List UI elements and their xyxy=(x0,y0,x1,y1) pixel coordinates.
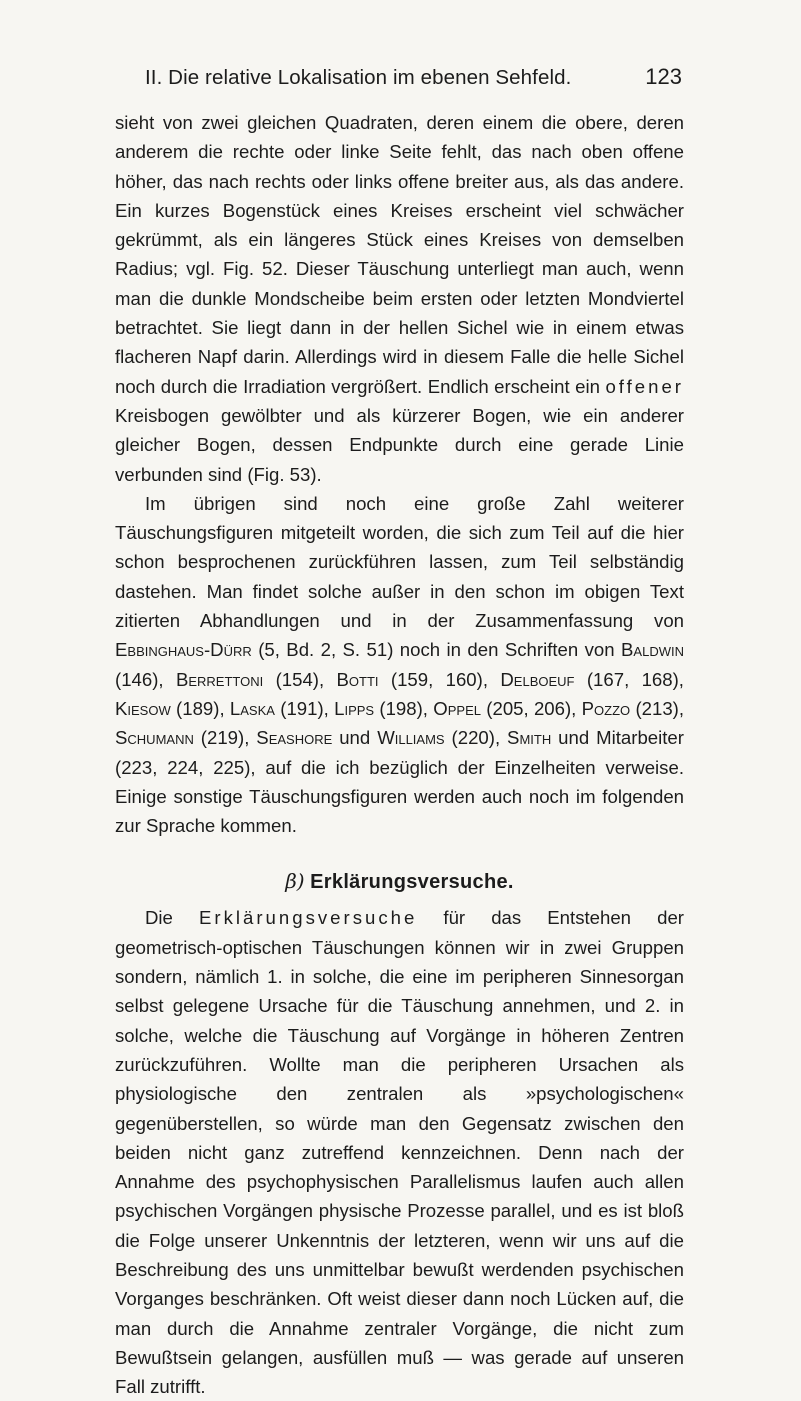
citation-number: (198), xyxy=(379,697,428,719)
author-name: Laska xyxy=(229,697,275,719)
citation-number: (167, 168), xyxy=(586,668,684,690)
author-name: Williams xyxy=(377,727,445,749)
p2-text: und xyxy=(339,727,371,749)
author-name: Schumann xyxy=(115,727,194,749)
author-name: Lipps xyxy=(334,697,375,719)
citation-number: (205, 206), xyxy=(486,697,577,719)
subheading-marker: β) xyxy=(285,869,305,894)
author-name: Smith xyxy=(507,727,552,749)
subheading-title: Erklärungsversuche. xyxy=(310,871,514,894)
paragraph-3 xyxy=(115,903,684,1401)
author-name: Ebbinghaus-Dürr xyxy=(115,639,252,661)
running-title: II. Die relative Lokalisation im ebenen Sehfeld. xyxy=(145,66,572,89)
section-subheading xyxy=(115,866,684,897)
spaced-word-erklaerungsversuche: Erklärungsversuche xyxy=(199,907,418,929)
author-name: Delboeuf xyxy=(500,668,575,690)
citation-number: (213), xyxy=(635,697,685,719)
citation-number: (191), xyxy=(280,697,329,719)
page-number: 123 xyxy=(645,64,682,89)
p2-text: Im übrigen sind noch eine große Zahl weiterer Täuschungsfiguren mitgeteilt worden, die sich zum Teil auf die hier schon besprochenen zurückführen lassen, zum Teil selbständig dastehen. Man findet solche außer in den schon im obigen Text zitierten Abhandlungen und in der Zusammenfassung von xyxy=(115,492,684,632)
p3-text: für das Entstehen der geometrisch-optischen Täuschungen können wir in zwei Gruppen sondern, nämlich 1. in solche, die eine im peripheren Sinnesorgan selbst gelegene Ursache für die Täuschung annehmen, und 2. in solche, welche die Täuschung auf Vorgänge in höheren Zentren zurückzuführen. Wollte man die peripheren Ursachen als physiologische den zentralen als »psychologischen« gegenüberstellen, so würde man den Gegensatz zwischen den beiden nicht ganz zutreffend kennzeichnen. Denn nach der Annahme des psychophysischen Parallelismus laufen auch allen psychischen Vorgängen physische Prozesse parallel, und es ist bloß die Folge unserer Unkenntnis der letzteren, wenn wir uns auf die Beschreibung des uns unmittelbar bewußt werdenden psychischen Vorganges beschränken. Oft weist dieser dann noch Lücken auf, die man durch die Annahme zentraler Vorgänge, die nicht zum Bewußtsein gelangen, ausfüllen muß — was gerade auf unseren Fall zutrifft. xyxy=(115,907,684,1398)
author-name: Kiesow xyxy=(115,697,171,719)
paragraph-2 xyxy=(115,489,684,841)
author-name: Seashore xyxy=(256,727,333,749)
author-name: Oppel xyxy=(433,697,481,719)
p2-text: (5, Bd. 2, S. 51) noch in den Schriften von xyxy=(258,639,615,661)
spaced-word-offener: offener xyxy=(605,375,684,397)
citation-number: (154), xyxy=(275,668,325,690)
body-text xyxy=(115,108,684,1401)
p3-text: Die xyxy=(145,907,173,929)
running-header xyxy=(115,62,682,96)
citation-number: (146), xyxy=(115,668,164,690)
paragraph-1-text-b: Kreisbogen gewölbter und als kürzerer Bogen, wie ein anderer gleicher Bogen, dessen Endpunkte durch eine gerade Linie verbunden sind (Fig. 53). xyxy=(115,404,684,485)
p2-text: und Mitarbeiter (223, 224, 225), auf die ich bezüglich der Einzelheiten verweise. Einige sonstige Täuschungsfiguren werden auch noch im folgenden zur Sprache kommen. xyxy=(115,727,684,837)
citation-number: (159, 160), xyxy=(390,668,489,690)
author-name: Pozzo xyxy=(581,697,631,719)
paragraph-1 xyxy=(115,108,684,489)
paragraph-1-text-a: sieht von zwei gleichen Quadraten, deren einem die obere, deren anderem die rechte oder linke Seite fehlt, das nach oben offene höher, das nach rechts oder links offene breiter aus, als das andere. Ein kurzes Bogenstück eines Kreises erscheint viel schwächer gekrümmt, als ein längeres Stück eines Kreises von demselben Radius; vgl. Fig. 52. Dieser Täuschung unterliegt man auch, wenn man die dunkle Mondscheibe beim ersten oder letzten Mondviertel betrachtet. Sie liegt dann in der hellen Sichel wie in einem etwas flacheren Napf darin. Allerdings wird in diesem Falle die helle Sichel noch durch die Irradiation vergrößert. Endlich erscheint ein xyxy=(115,112,684,397)
citation-number: (189), xyxy=(176,697,225,719)
author-name: Botti xyxy=(336,668,379,690)
citation-number: (220), xyxy=(451,727,501,749)
author-name: Berrettoni xyxy=(175,668,264,690)
citation-number: (219), xyxy=(200,727,250,749)
author-name: Baldwin xyxy=(621,639,684,661)
